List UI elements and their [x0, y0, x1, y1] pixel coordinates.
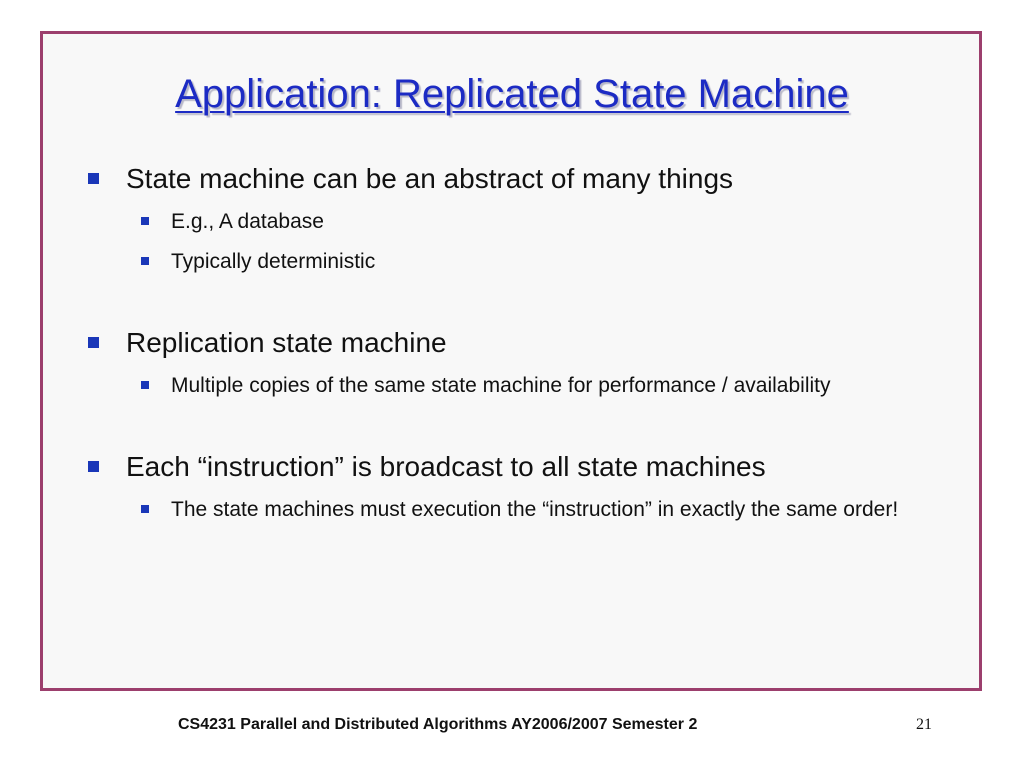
bullet-group-2: [86, 324, 946, 402]
bullet-group-3: [86, 448, 946, 526]
square-bullet-icon: [88, 173, 99, 184]
sub-bullet-text: Multiple copies of the same state machine for performance / availability: [171, 374, 831, 397]
sub-bullet-item: [86, 494, 946, 526]
bullet-item: [86, 324, 946, 362]
square-bullet-icon: [141, 505, 149, 513]
bullet-text: Replication state machine: [126, 327, 447, 358]
slide-title: Application: Replicated State Machine: [175, 72, 849, 116]
square-bullet-icon: [88, 337, 99, 348]
sub-bullet-item: [86, 370, 946, 402]
bullet-item: [86, 448, 946, 486]
sub-bullet-item: [86, 206, 946, 238]
bullet-item: [86, 160, 946, 198]
slide-footer: CS4231 Parallel and Distributed Algorithms AY2006/2007 Semester 2: [178, 716, 698, 733]
sub-bullet-text: The state machines must execution the “instruction” in exactly the same order!: [171, 498, 899, 521]
sub-bullet-text: E.g., A database: [171, 210, 324, 233]
square-bullet-icon: [141, 217, 149, 225]
sub-bullet-item: [86, 246, 946, 278]
slide-body: [86, 160, 946, 572]
bullet-text: State machine can be an abstract of many things: [126, 163, 734, 194]
sub-bullet-text: Typically deterministic: [171, 250, 376, 273]
bullet-group-1: [86, 160, 946, 278]
square-bullet-icon: [88, 461, 99, 472]
square-bullet-icon: [141, 381, 149, 389]
page-number: 21: [916, 716, 932, 733]
bullet-text: Each “instruction” is broadcast to all state machines: [126, 451, 766, 482]
square-bullet-icon: [141, 257, 149, 265]
